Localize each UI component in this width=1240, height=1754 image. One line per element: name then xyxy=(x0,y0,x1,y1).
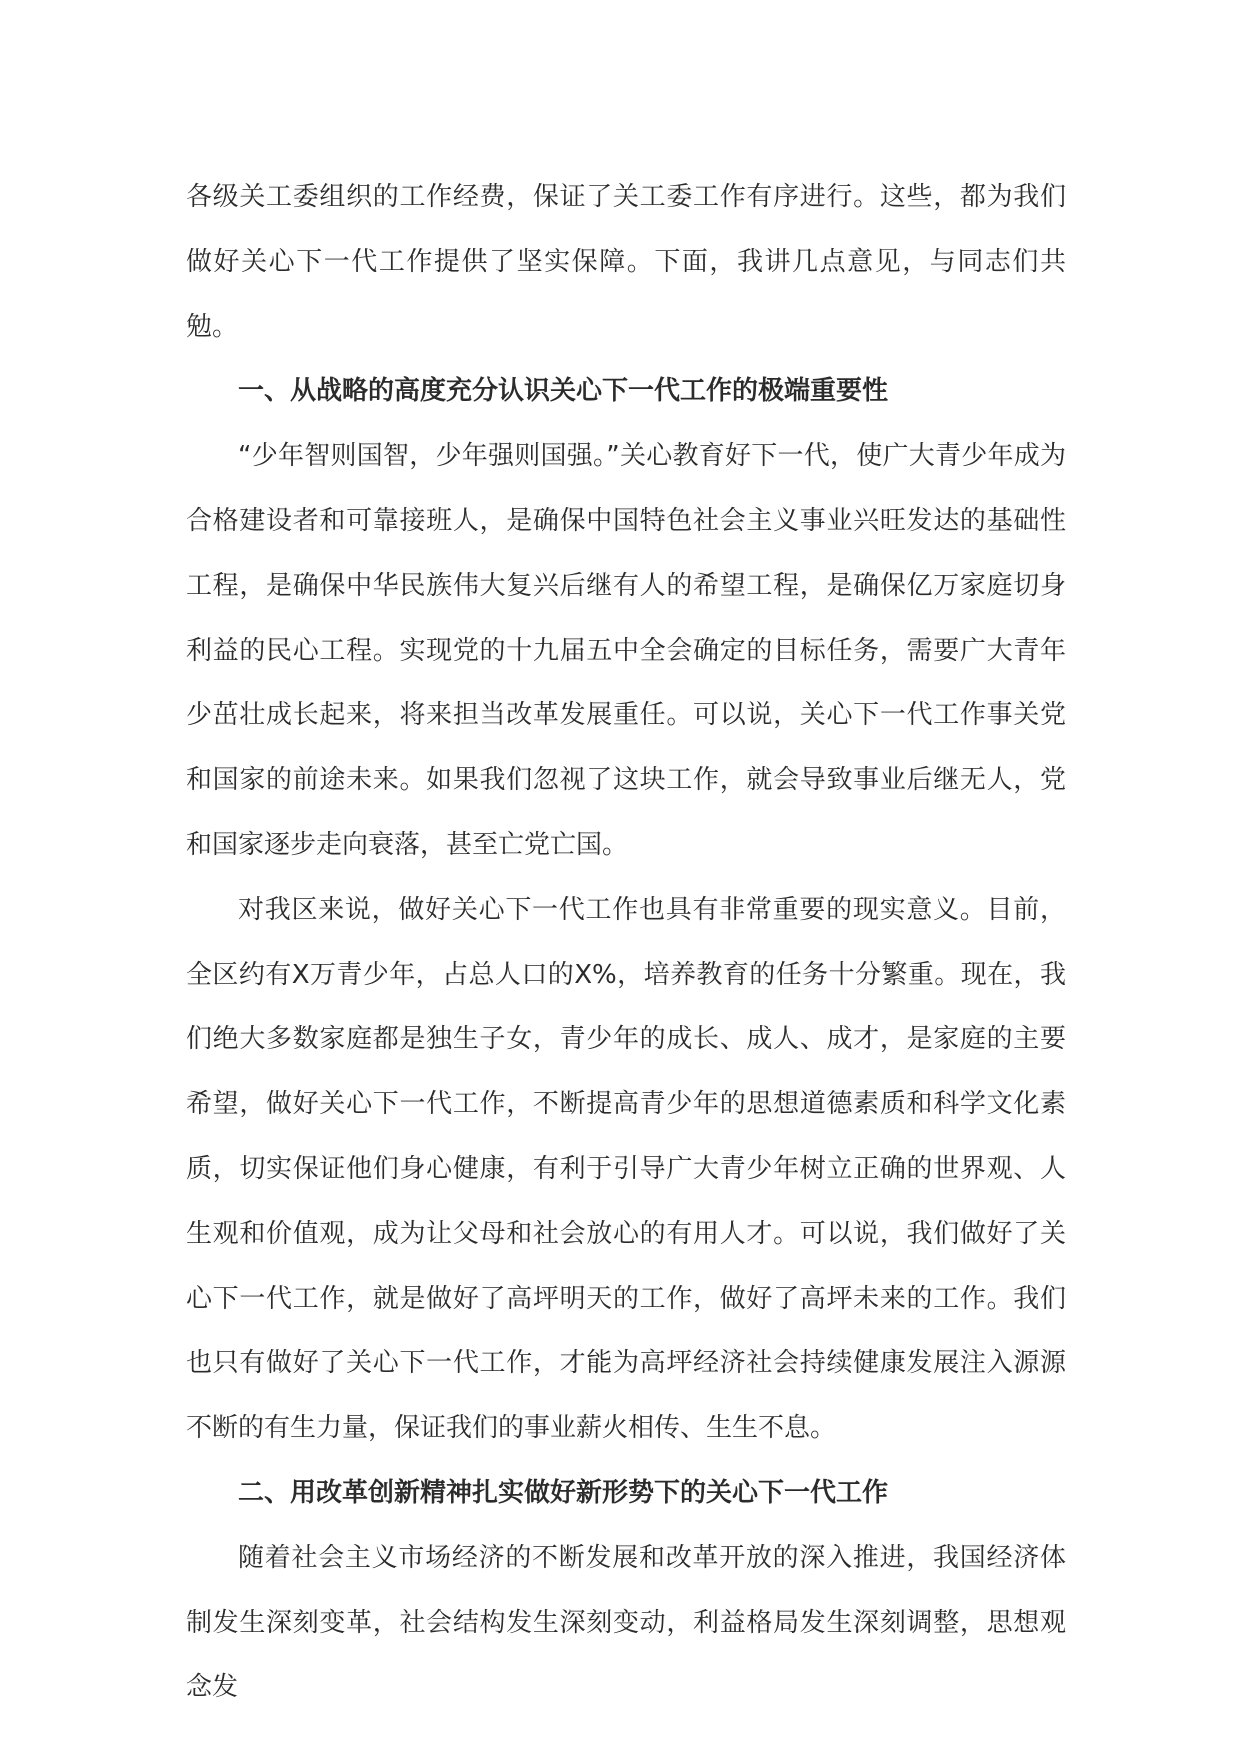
section-heading-1: 一、从战略的高度充分认识关心下一代工作的极端重要性 xyxy=(238,376,889,407)
document-body xyxy=(186,165,1066,1720)
paragraph: 对我区来说，做好关心下一代工作也具有非常重要的现实意义。目前，全区约有X万青少年，占总人口的X%，培养教育的任务十分繁重。现在，我们绝大多数家庭都是独生子女，青少年的成长、成人、成才，是家庭的主要希望，做好关心下一代工作，不断提高青少年的思想道德素质和科学文化素质，切实保证他们身心健康，有利于引导广大青少年树立正确的世界观、人生观和价值观，成为让父母和社会放心的有用人才。可以说，我们做好了关心下一代工作，就是做好了高坪明天的工作，做好了高坪未来的工作。我们也只有做好了关心下一代工作，才能为高坪经济社会持续健康发展注入源源不断的有生力量，保证我们的事业薪火相传、生生不息。 xyxy=(186,894,1066,1444)
paragraph: 随着社会主义市场经济的不断发展和改革开放的深入推进，我国经济体制发生深刻变革，社会结构发生深刻变动，利益格局发生深刻调整，思想观念发 xyxy=(186,1542,1066,1703)
section-heading-2: 二、用改革创新精神扎实做好新形势下的关心下一代工作 xyxy=(238,1477,889,1508)
paragraph-continued: 各级关工委组织的工作经费，保证了关工委工作有序进行。这些，都为我们做好关心下一代工作提供了坚实保障。下面，我讲几点意见，与同志们共勉。 xyxy=(186,182,1066,342)
paragraph: “少年智则国智，少年强则国强。”关心教育好下一代，使广大青少年成为合格建设者和可靠接班人，是确保中国特色社会主义事业兴旺发达的基础性工程，是确保中华民族伟大复兴后继有人的希望工程，是确保亿万家庭切身利益的民心工程。实现党的十九届五中全会确定的目标任务，需要广大青年少茁壮成长起来，将来担当改革发展重任。可以说，关心下一代工作事关党和国家的前途未来。如果我们忽视了这块工作，就会导致事业后继无人，党和国家逐步走向衰落，甚至亡党亡国。 xyxy=(186,441,1066,860)
